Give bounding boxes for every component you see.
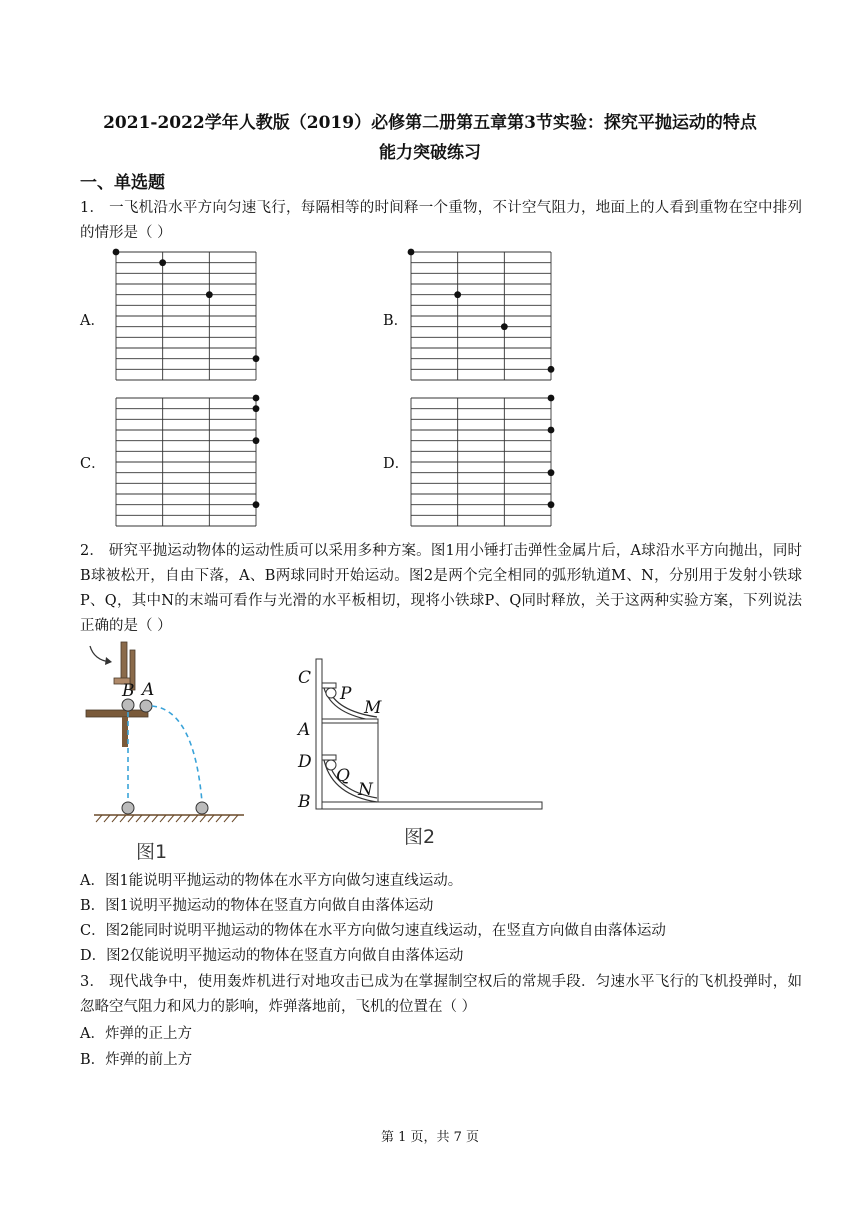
falling-object-dot — [408, 249, 415, 256]
figure-2-caption: 图2 — [404, 826, 436, 848]
label-p: P — [340, 684, 352, 704]
falling-object-dot — [253, 355, 260, 362]
launcher-base — [86, 710, 148, 717]
q1-option-b-grid — [410, 251, 552, 382]
falling-object-dot — [501, 323, 508, 330]
falling-object-dot — [253, 437, 260, 444]
q3-option-b: B．炸弹的前上方 — [80, 1052, 193, 1068]
q2-figure-2 — [292, 655, 552, 855]
label-q: Q — [336, 766, 350, 786]
falling-object-dot — [454, 291, 461, 298]
horizontal-plate — [322, 802, 542, 809]
label-n: N — [358, 780, 373, 800]
falling-object-dot — [548, 366, 555, 373]
label-c: C — [298, 668, 312, 688]
q1-option-d-label: D． — [383, 456, 410, 472]
ball-b-end — [122, 802, 134, 814]
q2-option-a: A．图1能说明平抛运动的物体在水平方向做匀速直线运动。 — [80, 873, 463, 889]
falling-object-dot — [113, 249, 120, 256]
q1-option-a-label: A． — [80, 313, 105, 329]
section-heading: 一、单选题 — [80, 173, 165, 193]
question-1-stem: 1． 一飞机沿水平方向匀速飞行，每隔相等的时间释一个重物，不计空气阻力，地面上的人看到重物在空中排列的情形是（ ） — [80, 200, 802, 241]
ground-hatching — [96, 815, 238, 822]
label-a: A — [298, 720, 311, 740]
q3-option-a: A．炸弹的正上方 — [80, 1026, 192, 1042]
label-m: M — [364, 698, 382, 718]
label-b: B — [298, 792, 311, 812]
falling-object-dot — [253, 501, 260, 508]
q1-option-a-grid — [115, 251, 257, 382]
ball-a-end — [196, 802, 208, 814]
document-title-line2: 能力突破练习 — [379, 143, 481, 163]
q2-option-c: C．图2能同时说明平抛运动的物体在水平方向做匀速直线运动，在竖直方向做自由落体运动 — [80, 923, 666, 939]
label-a: A — [142, 680, 155, 700]
document-title-line1: 2021-2022学年人教版（2019）必修第二册第五章第3节实验：探究平抛运动的特点 — [103, 113, 757, 133]
q2-option-d: D．图2仅能说明平抛运动的物体在竖直方向做自由落体运动 — [80, 948, 464, 964]
q1-option-c-label: C． — [80, 456, 106, 472]
question-2-stem: 2． 研究平抛运动物体的运动性质可以采用多种方案。图1用小锤打击弹性金属片后，A球沿水平方向抛出，同时B球被松开，自由下落，A、B两球同时开始运动。图2是两个完全相同的弧形轨道M、N，分别用于发射小铁球P、Q，其中N的末端可看作与光滑的水平板相切，现将小铁球P、Q同时释放，关于这两种实验方案，下列说法正确的是（ ） — [80, 543, 802, 634]
falling-object-dot — [253, 405, 260, 412]
falling-object-dot — [548, 469, 555, 476]
launcher-support — [122, 717, 128, 747]
ball-a-start — [140, 700, 152, 712]
grid-lines — [116, 252, 256, 380]
q2-option-b: B．图1说明平抛运动的物体在竖直方向做自由落体运动 — [80, 898, 434, 914]
grid-lines — [116, 398, 256, 526]
page-footer: 第 1 页，共 7 页 — [380, 1130, 480, 1145]
grid-lines — [411, 398, 551, 526]
ball-q — [326, 760, 336, 770]
label-d: D — [298, 752, 312, 772]
grid-lines — [411, 252, 551, 380]
q2-figure-1 — [84, 640, 264, 865]
hammer-arrowhead — [105, 657, 112, 665]
q1-option-c-grid — [115, 397, 257, 528]
question-3-stem: 3． 现代战争中，使用轰炸机进行对地攻击已成为在掌握制空权后的常规手段．匀速水平飞行的飞机投弹时，如忽略空气阻力和风力的影响，炸弹落地前，飞机的位置在（ ） — [80, 974, 802, 1015]
vertical-board — [316, 659, 322, 809]
falling-object-dot — [548, 501, 555, 508]
falling-object-dot — [548, 395, 555, 402]
track-m-exit — [322, 719, 378, 723]
falling-object-dot — [159, 259, 166, 266]
falling-object-dot — [253, 395, 260, 402]
bottom-release-ledge — [322, 755, 336, 760]
label-b: B — [122, 681, 135, 701]
q1-option-d-grid — [410, 397, 552, 528]
ball-p — [326, 688, 336, 698]
top-release-ledge — [322, 683, 336, 688]
figure-1-caption: 图1 — [136, 841, 168, 863]
projectile-path — [152, 706, 202, 802]
falling-object-dot — [548, 427, 555, 434]
falling-object-dot — [206, 291, 213, 298]
q1-option-b-label: B． — [383, 313, 409, 329]
